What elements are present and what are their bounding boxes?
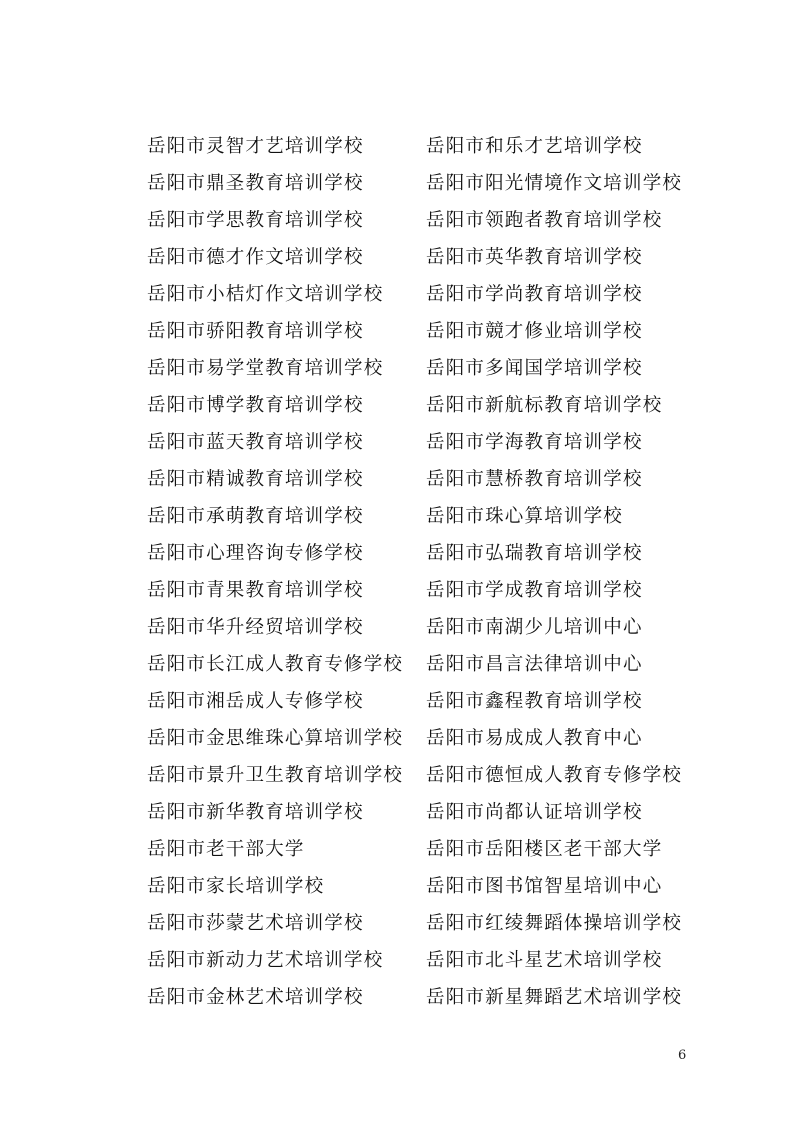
school-name-left-14: 岳阳市华升经贸培训学校 <box>147 617 364 638</box>
school-name-right-9: 岳阳市学海教育培训学校 <box>426 432 643 453</box>
school-name-left-6: 岳阳市骄阳教育培训学校 <box>147 321 364 342</box>
school-name-left-10: 岳阳市精诚教育培训学校 <box>147 469 364 490</box>
school-name-left-2: 岳阳市鼎圣教育培训学校 <box>147 173 364 194</box>
school-name-right-12: 岳阳市弘瑞教育培训学校 <box>426 543 643 564</box>
school-name-left-1: 岳阳市灵智才艺培训学校 <box>147 136 364 157</box>
school-name-left-17: 岳阳市金思维珠心算培训学校 <box>147 728 404 749</box>
school-name-right-3: 岳阳市领跑者教育培训学校 <box>426 210 663 231</box>
school-name-left-13: 岳阳市青果教育培训学校 <box>147 580 364 601</box>
school-name-right-20: 岳阳市岳阳楼区老干部大学 <box>426 839 663 860</box>
school-name-right-21: 岳阳市图书馆智星培训中心 <box>426 876 663 897</box>
school-name-right-16: 岳阳市鑫程教育培训学校 <box>426 691 643 712</box>
school-name-right-10: 岳阳市慧桥教育培训学校 <box>426 469 643 490</box>
school-name-right-24: 岳阳市新星舞蹈艺术培训学校 <box>426 987 683 1008</box>
school-name-left-8: 岳阳市博学教育培训学校 <box>147 395 364 416</box>
school-name-right-13: 岳阳市学成教育培训学校 <box>426 580 643 601</box>
school-name-left-11: 岳阳市承萌教育培训学校 <box>147 506 364 527</box>
school-name-left-9: 岳阳市蓝天教育培训学校 <box>147 432 364 453</box>
school-name-left-12: 岳阳市心理咨询专修学校 <box>147 543 364 564</box>
school-name-left-24: 岳阳市金林艺术培训学校 <box>147 987 364 1008</box>
school-name-left-16: 岳阳市湘岳成人专修学校 <box>147 691 364 712</box>
school-name-left-21: 岳阳市家长培训学校 <box>147 876 325 897</box>
school-name-right-23: 岳阳市北斗星艺术培训学校 <box>426 950 663 971</box>
school-name-left-3: 岳阳市学思教育培训学校 <box>147 210 364 231</box>
school-name-right-5: 岳阳市学尚教育培训学校 <box>426 284 643 305</box>
school-name-right-4: 岳阳市英华教育培训学校 <box>426 247 643 268</box>
school-name-left-22: 岳阳市莎蒙艺术培训学校 <box>147 913 364 934</box>
school-name-left-20: 岳阳市老干部大学 <box>147 839 305 860</box>
school-name-right-8: 岳阳市新航标教育培训学校 <box>426 395 663 416</box>
school-name-left-15: 岳阳市长江成人教育专修学校 <box>147 654 404 675</box>
school-name-left-5: 岳阳市小桔灯作文培训学校 <box>147 284 384 305</box>
school-name-right-6: 岳阳市競才修业培训学校 <box>426 321 643 342</box>
school-name-right-11: 岳阳市珠心算培训学校 <box>426 506 624 527</box>
school-name-right-7: 岳阳市多闻国学培训学校 <box>426 358 643 379</box>
school-name-left-23: 岳阳市新动力艺术培训学校 <box>147 950 384 971</box>
school-name-left-7: 岳阳市易学堂教育培训学校 <box>147 358 384 379</box>
school-name-right-17: 岳阳市易成成人教育中心 <box>426 728 643 749</box>
school-name-right-15: 岳阳市昌言法律培训中心 <box>426 654 643 675</box>
school-name-left-4: 岳阳市德才作文培训学校 <box>147 247 364 268</box>
school-name-right-19: 岳阳市尚都认证培训学校 <box>426 802 643 823</box>
school-name-right-22: 岳阳市红绫舞蹈体操培训学校 <box>426 913 683 934</box>
school-name-left-19: 岳阳市新华教育培训学校 <box>147 802 364 823</box>
school-name-right-2: 岳阳市阳光情境作文培训学校 <box>426 173 683 194</box>
school-name-left-18: 岳阳市景升卫生教育培训学校 <box>147 765 404 786</box>
page-number: 6 <box>678 1048 687 1063</box>
school-name-right-18: 岳阳市德恒成人教育专修学校 <box>426 765 683 786</box>
school-list <box>147 128 707 1016</box>
school-name-right-1: 岳阳市和乐才艺培训学校 <box>426 136 643 157</box>
school-name-right-14: 岳阳市南湖少儿培训中心 <box>426 617 643 638</box>
